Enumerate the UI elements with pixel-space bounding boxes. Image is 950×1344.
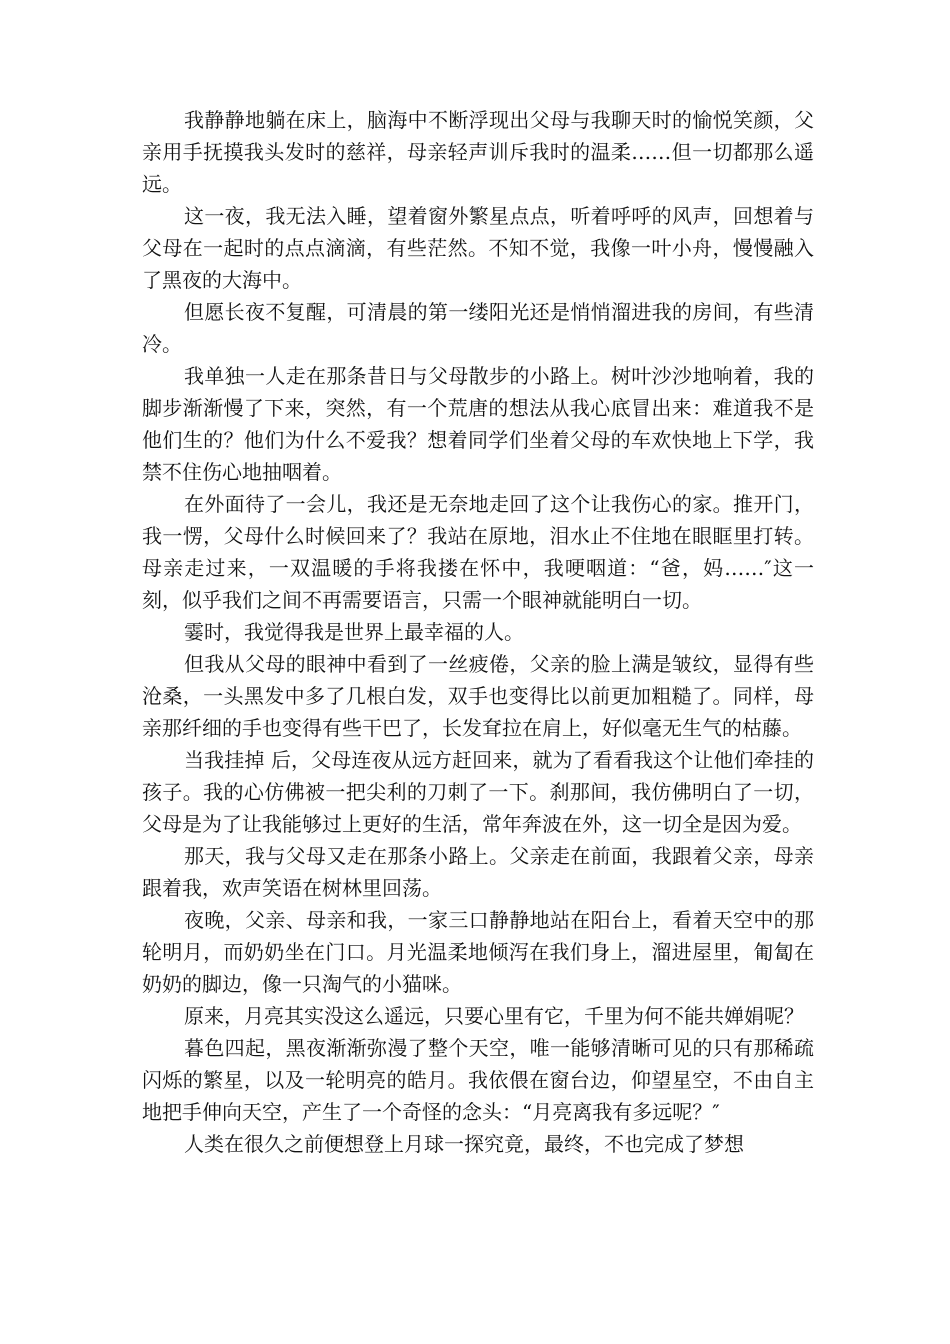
- paragraph-6: 霎时，我觉得我是世界上最幸福的人。: [184, 620, 524, 644]
- paragraph-4: 我单独一人走在那条昔日与父母散步的小路上。树叶沙沙地响着，我的脚步渐渐慢了下来，突然，有一个荒唐的想法从我心底冒出来：难道我不是他们生的？他们为什么不爱我？想着同学们坐着父母的车欢快地上下学，我禁不住伤心地抽咽着。: [142, 364, 814, 484]
- paragraph-7: 但我从父母的眼神中看到了一丝疲倦，父亲的脸上满是皱纹，显得有些沧桑，一头黑发中多了几根白发，双手也变得比以前更加粗糙了。同样，母亲那纤细的手也变得有些干巴了，长发耷拉在肩上，好似毫无生气的枯藤。: [142, 652, 814, 740]
- paragraph-13: 人类在很久之前便想登上月球一探究竟，最终，不也完成了梦想: [184, 1132, 744, 1156]
- paragraph-2: 这一夜，我无法入睡，望着窗外繁星点点，听着呼呼的风声，回想着与父母在一起时的点点滴滴，有些茫然。不知不觉，我像一叶小舟，慢慢融入了黑夜的大海中。: [142, 204, 814, 292]
- paragraph-5: 在外面待了一会儿，我还是无奈地走回了这个让我伤心的家。推开门，我一愣，父母什么时候回来了？我站在原地，泪水止不住地在眼眶里打转。母亲走过来，一双温暖的手将我搂在怀中，我哽咽道：“爸，妈……″这一刻，似乎我们之间不再需要语言，只需一个眼神就能明白一切。: [142, 492, 814, 612]
- paragraph-1: 我静静地躺在床上，脑海中不断浮现出父母与我聊天时的愉悦笑颜，父亲用手抚摸我头发时的慈祥，母亲轻声训斥我时的温柔……但一切都那么遥远。: [142, 108, 814, 196]
- paragraph-11: 原来，月亮其实没这么遥远，只要心里有它，千里为何不能共婵娟呢？: [184, 1004, 804, 1028]
- paragraph-3: 但愿长夜不复醒，可清晨的第一缕阳光还是悄悄溜进我的房间，有些清冷。: [142, 300, 814, 356]
- paragraph-8: 当我挂掉 后，父母连夜从远方赶回来，就为了看看我这个让他们牵挂的孩子。我的心仿佛被一把尖利的刀刺了一下。刹那间，我仿佛明白了一切，父母是为了让我能够过上更好的生活，常年奔波在外，这一切全是因为爱。: [142, 748, 814, 836]
- paragraph-10: 夜晚，父亲、母亲和我，一家三口静静地站在阳台上，看着天空中的那轮明月，而奶奶坐在门口。月光温柔地倾泻在我们身上，溜进屋里，匍匐在奶奶的脚边，像一只淘气的小猫咪。: [142, 908, 814, 996]
- paragraph-12: 暮色四起，黑夜渐渐弥漫了整个天空，唯一能够清晰可见的只有那稀疏闪烁的繁星，以及一轮明亮的皓月。我依偎在窗台边，仰望星空，不由自主地把手伸向天空，产生了一个奇怪的念头：“月亮离我有多远呢？″: [142, 1036, 814, 1124]
- document-body: [142, 104, 814, 1160]
- paragraph-9: 那天，我与父母又走在那条小路上。父亲走在前面，我跟着父亲，母亲跟着我，欢声笑语在树林里回荡。: [142, 844, 814, 900]
